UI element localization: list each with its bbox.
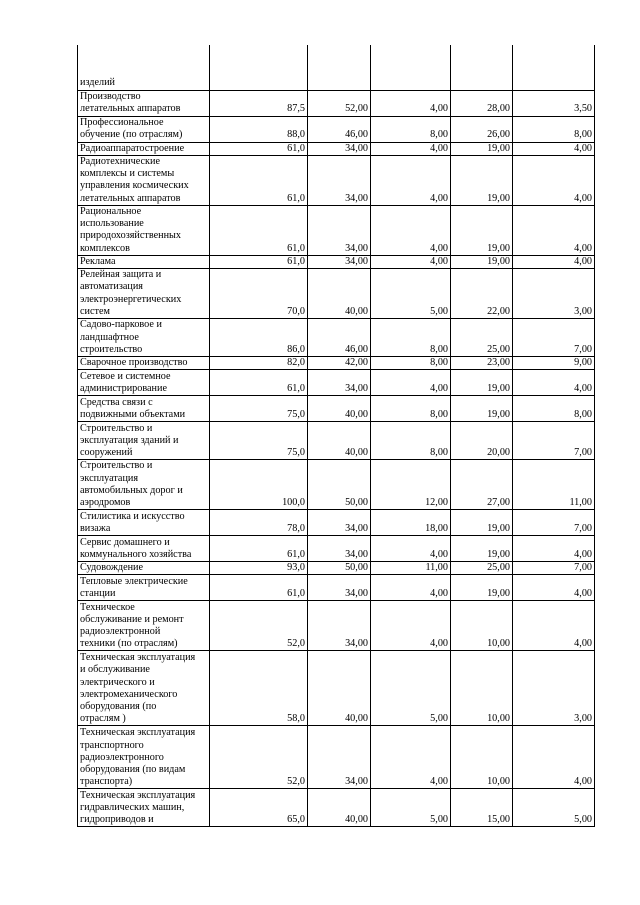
table-row	[78, 395, 595, 421]
value-cell-col3: 8,00	[371, 395, 451, 421]
value-cell-col3: 8,00	[371, 356, 451, 369]
table-row	[78, 509, 595, 535]
value-cell-col1: 75,0	[210, 421, 308, 459]
value-cell-col1: 75,0	[210, 395, 308, 421]
value-cell-col3: 4,00	[371, 205, 451, 255]
value-cell-col5: 7,00	[513, 509, 595, 535]
value-cell-col2: 42,00	[308, 356, 371, 369]
table-row	[78, 421, 595, 459]
value-cell-col1: 61,0	[210, 535, 308, 561]
specialty-name-cell: Строительство и эксплуатация автомобильных дорог и аэродромов	[78, 459, 210, 509]
value-cell-col4: 10,00	[451, 600, 513, 650]
table-row	[78, 116, 595, 142]
value-cell-col2: 34,00	[308, 725, 371, 788]
value-cell-col5: 7,00	[513, 318, 595, 356]
value-cell-col3: 5,00	[371, 650, 451, 725]
specialty-name-cell: Садово-парковое и ландшафтное строительство	[78, 318, 210, 356]
value-cell-col3: 5,00	[371, 268, 451, 318]
value-cell-col4: 19,00	[451, 255, 513, 268]
value-cell-col5: 4,00	[513, 142, 595, 155]
value-cell-col1: 58,0	[210, 650, 308, 725]
value-cell-col3: 4,00	[371, 574, 451, 600]
table-row	[78, 205, 595, 255]
value-cell-col3: 5,00	[371, 788, 451, 826]
value-cell-col4: 28,00	[451, 90, 513, 116]
value-cell-col3: 4,00	[371, 369, 451, 395]
value-cell-col5	[513, 45, 595, 90]
table-row	[78, 155, 595, 205]
value-cell-col5: 7,00	[513, 421, 595, 459]
specialty-name-cell: Сварочное производство	[78, 356, 210, 369]
specialty-name-cell: Техническая эксплуатация и обслуживание электрического и электромеханического оборудования (по отраслям )	[78, 650, 210, 725]
value-cell-col2: 34,00	[308, 509, 371, 535]
value-cell-col2: 46,00	[308, 318, 371, 356]
value-cell-col5: 4,00	[513, 255, 595, 268]
value-cell-col1: 70,0	[210, 268, 308, 318]
table-body	[78, 45, 595, 826]
value-cell-col2: 34,00	[308, 535, 371, 561]
value-cell-col3: 11,00	[371, 561, 451, 574]
value-cell-col5: 4,00	[513, 574, 595, 600]
value-cell-col4: 19,00	[451, 509, 513, 535]
value-cell-col5: 4,00	[513, 535, 595, 561]
value-cell-col1: 61,0	[210, 155, 308, 205]
value-cell-col5: 4,00	[513, 205, 595, 255]
value-cell-col5: 4,00	[513, 155, 595, 205]
value-cell-col4: 23,00	[451, 356, 513, 369]
value-cell-col4: 26,00	[451, 116, 513, 142]
value-cell-col2: 40,00	[308, 395, 371, 421]
table-row	[78, 600, 595, 650]
table-row	[78, 369, 595, 395]
value-cell-col5: 11,00	[513, 459, 595, 509]
value-cell-col1: 100,0	[210, 459, 308, 509]
value-cell-col3: 4,00	[371, 155, 451, 205]
value-cell-col1: 61,0	[210, 369, 308, 395]
specialty-name-cell: Профессиональное обучение (по отраслям)	[78, 116, 210, 142]
value-cell-col1: 87,5	[210, 90, 308, 116]
value-cell-col1: 93,0	[210, 561, 308, 574]
table-row	[78, 268, 595, 318]
table-row	[78, 574, 595, 600]
value-cell-col2: 50,00	[308, 459, 371, 509]
specialty-name-cell: Радиоаппаратостроение	[78, 142, 210, 155]
value-cell-col2: 34,00	[308, 155, 371, 205]
value-cell-col2: 34,00	[308, 369, 371, 395]
value-cell-col4: 19,00	[451, 155, 513, 205]
value-cell-col3: 4,00	[371, 600, 451, 650]
specialty-name-cell: Производство летательных аппаратов	[78, 90, 210, 116]
specialty-name-cell: Тепловые электрические станции	[78, 574, 210, 600]
value-cell-col4: 10,00	[451, 650, 513, 725]
table-row	[78, 142, 595, 155]
value-cell-col4: 19,00	[451, 574, 513, 600]
value-cell-col2: 50,00	[308, 561, 371, 574]
value-cell-col4: 27,00	[451, 459, 513, 509]
value-cell-col3: 8,00	[371, 116, 451, 142]
value-cell-col3: 4,00	[371, 90, 451, 116]
table-row	[78, 650, 595, 725]
value-cell-col4: 19,00	[451, 395, 513, 421]
value-cell-col2: 34,00	[308, 600, 371, 650]
value-cell-col5: 8,00	[513, 395, 595, 421]
value-cell-col2	[308, 45, 371, 90]
value-cell-col2: 34,00	[308, 142, 371, 155]
value-cell-col2: 40,00	[308, 650, 371, 725]
table-row	[78, 255, 595, 268]
table-row	[78, 459, 595, 509]
value-cell-col4: 15,00	[451, 788, 513, 826]
value-cell-col3: 8,00	[371, 421, 451, 459]
value-cell-col1: 61,0	[210, 205, 308, 255]
value-cell-col5: 7,00	[513, 561, 595, 574]
value-cell-col1: 52,0	[210, 725, 308, 788]
value-cell-col3: 18,00	[371, 509, 451, 535]
specialty-name-cell: Сетевое и системное администрирование	[78, 369, 210, 395]
value-cell-col4: 20,00	[451, 421, 513, 459]
value-cell-col1: 52,0	[210, 600, 308, 650]
value-cell-col1: 65,0	[210, 788, 308, 826]
specialty-name-cell: Радиотехнические комплексы и системы управления космических летательных аппаратов	[78, 155, 210, 205]
value-cell-col1: 86,0	[210, 318, 308, 356]
specialty-name-cell: Техническое обслуживание и ремонт радиоэлектронной техники (по отраслям)	[78, 600, 210, 650]
value-cell-col5: 3,00	[513, 268, 595, 318]
value-cell-col5: 9,00	[513, 356, 595, 369]
value-cell-col1: 61,0	[210, 142, 308, 155]
value-cell-col4: 10,00	[451, 725, 513, 788]
table-row	[78, 535, 595, 561]
value-cell-col5: 4,00	[513, 725, 595, 788]
specialty-name-cell: Строительство и эксплуатация зданий и сооружений	[78, 421, 210, 459]
value-cell-col1: 61,0	[210, 255, 308, 268]
specialty-name-cell: Рациональное использование природохозяйственных комплексов	[78, 205, 210, 255]
value-cell-col3: 4,00	[371, 142, 451, 155]
specialty-name-cell: Техническая эксплуатация гидравлических машин, гидроприводов и	[78, 788, 210, 826]
value-cell-col4: 22,00	[451, 268, 513, 318]
table-row	[78, 788, 595, 826]
value-cell-col1: 78,0	[210, 509, 308, 535]
value-cell-col2: 52,00	[308, 90, 371, 116]
value-cell-col3: 4,00	[371, 725, 451, 788]
value-cell-col5: 3,50	[513, 90, 595, 116]
table-row	[78, 45, 595, 90]
value-cell-col5: 4,00	[513, 600, 595, 650]
value-cell-col2: 34,00	[308, 205, 371, 255]
specialty-name-cell: Реклама	[78, 255, 210, 268]
data-table	[77, 45, 595, 827]
value-cell-col4: 25,00	[451, 561, 513, 574]
specialty-name-cell: Средства связи с подвижными объектами	[78, 395, 210, 421]
value-cell-col5: 4,00	[513, 369, 595, 395]
value-cell-col4	[451, 45, 513, 90]
table-row	[78, 725, 595, 788]
value-cell-col3: 12,00	[371, 459, 451, 509]
value-cell-col3: 8,00	[371, 318, 451, 356]
value-cell-col4: 25,00	[451, 318, 513, 356]
value-cell-col3	[371, 45, 451, 90]
table-row	[78, 356, 595, 369]
value-cell-col3: 4,00	[371, 535, 451, 561]
table-row	[78, 318, 595, 356]
value-cell-col4: 19,00	[451, 369, 513, 395]
value-cell-col4: 19,00	[451, 205, 513, 255]
value-cell-col2: 34,00	[308, 574, 371, 600]
value-cell-col2: 40,00	[308, 268, 371, 318]
specialty-name-cell: изделий	[78, 45, 210, 90]
value-cell-col4: 19,00	[451, 535, 513, 561]
specialty-name-cell: Релейная защита и автоматизация электроэнергетических систем	[78, 268, 210, 318]
value-cell-col5: 3,00	[513, 650, 595, 725]
value-cell-col5: 8,00	[513, 116, 595, 142]
value-cell-col4: 19,00	[451, 142, 513, 155]
value-cell-col1: 82,0	[210, 356, 308, 369]
value-cell-col5: 5,00	[513, 788, 595, 826]
specialty-name-cell: Сервис домашнего и коммунального хозяйства	[78, 535, 210, 561]
specialty-name-cell: Техническая эксплуатация транспортного радиоэлектронного оборудования (по видам транспорта)	[78, 725, 210, 788]
value-cell-col1	[210, 45, 308, 90]
value-cell-col2: 46,00	[308, 116, 371, 142]
specialty-name-cell: Судовождение	[78, 561, 210, 574]
value-cell-col1: 88,0	[210, 116, 308, 142]
value-cell-col3: 4,00	[371, 255, 451, 268]
table-row	[78, 90, 595, 116]
table-row	[78, 561, 595, 574]
specialty-name-cell: Стилистика и искусство визажа	[78, 509, 210, 535]
value-cell-col2: 40,00	[308, 421, 371, 459]
value-cell-col2: 40,00	[308, 788, 371, 826]
value-cell-col1: 61,0	[210, 574, 308, 600]
value-cell-col2: 34,00	[308, 255, 371, 268]
